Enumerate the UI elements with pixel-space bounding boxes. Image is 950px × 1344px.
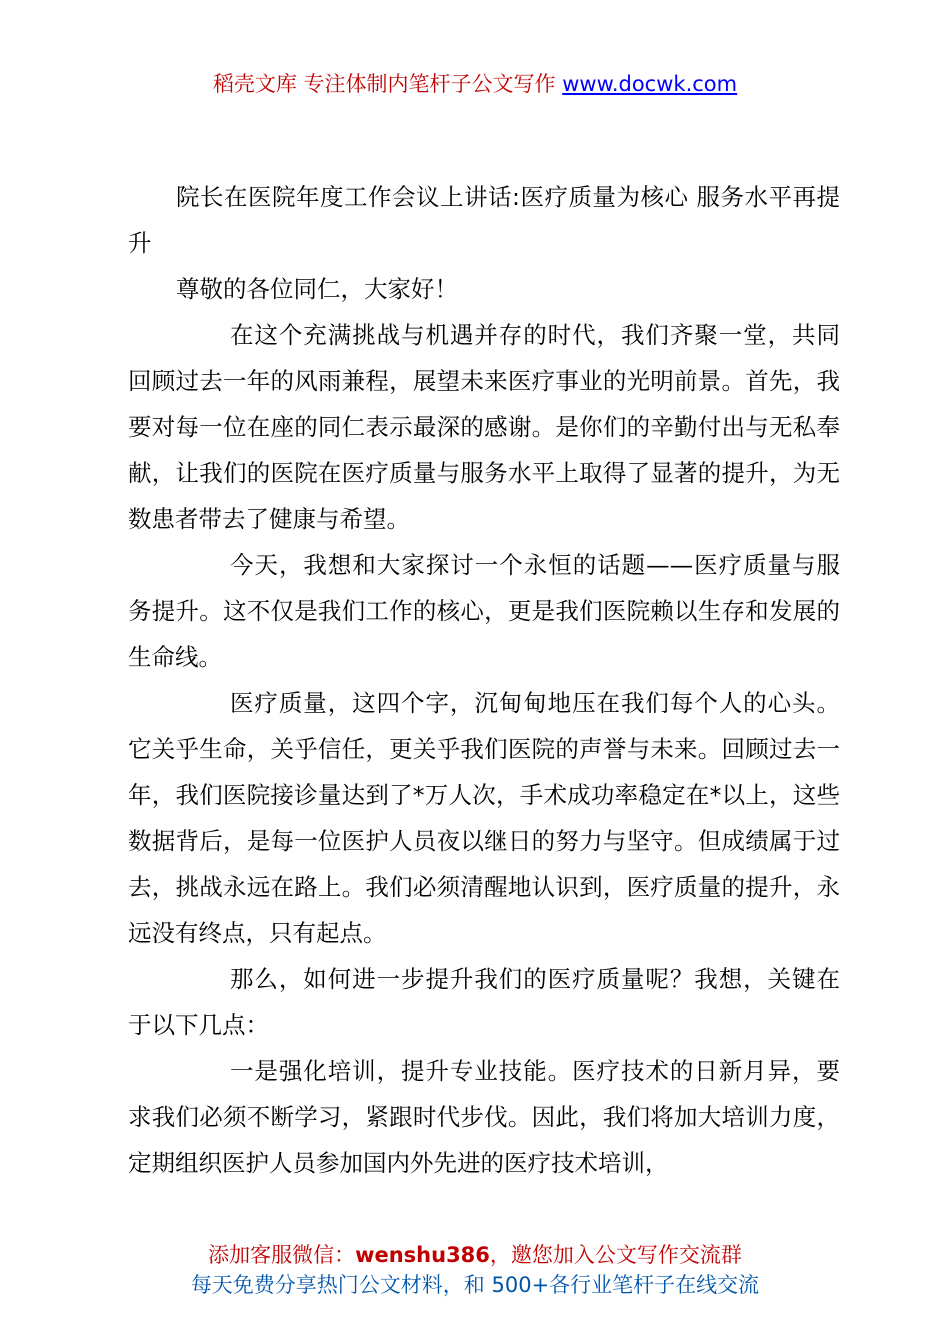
paragraph: 那么，如何进一步提升我们的医疗质量呢？我想，关键在于以下几点：: [128, 965, 840, 1039]
paragraph: 一是强化培训，提升专业技能。医疗技术的日新月异，要求我们必须不断学习，紧跟时代步伐。因此，我们将加大培训力度，定期组织医护人员参加国内外先进的医疗技术培训，: [128, 1057, 840, 1177]
wechat-id: wenshu386: [355, 1243, 490, 1267]
paragraph: 医疗质量，这四个字，沉甸甸地压在我们每个人的心头。它关乎生命，关乎信任，更关乎我们医院的声誉与未来。回顾过去一年，我们医院接诊量达到了*万人次，手术成功率稳定在*以上，这些数据背后，是每一位医护人员夜以继日的努力与坚守。但成绩属于过去，挑战永远在路上。我们必须清醒地认识到，医疗质量的提升，永远没有终点，只有起点。: [128, 689, 840, 947]
document-body: [128, 174, 840, 1186]
document-title: 院长在医院年度工作会议上讲话:医疗质量为核心 服务水平再提升: [128, 183, 840, 257]
footer-contact-prefix: 添加客服微信：: [208, 1243, 356, 1267]
footer-contact-line: [0, 1240, 950, 1270]
footer-contact-suffix: ，邀您加入公文写作交流群: [489, 1243, 742, 1267]
page-footer: [0, 1240, 950, 1300]
site-name: 稻壳文库 专注体制内笔杆子公文写作: [212, 72, 563, 96]
greeting: 尊敬的各位同仁，大家好！: [176, 275, 458, 303]
site-url-link[interactable]: www.docwk.com: [562, 72, 738, 96]
page-header: [0, 70, 950, 98]
footer-promo-line: 每天免费分享热门公文材料，和 500+各行业笔杆子在线交流: [190, 1273, 760, 1297]
paragraph: 在这个充满挑战与机遇并存的时代，我们齐聚一堂，共同回顾过去一年的风雨兼程，展望未来医疗事业的光明前景。首先，我要对每一位在座的同仁表示最深的感谢。是你们的辛勤付出与无私奉献，让我们的医院在医疗质量与服务水平上取得了显著的提升，为无数患者带去了健康与希望。: [128, 321, 840, 533]
paragraph: 今天，我想和大家探讨一个永恒的话题——医疗质量与服务提升。这不仅是我们工作的核心，更是我们医院赖以生存和发展的生命线。: [128, 551, 840, 671]
